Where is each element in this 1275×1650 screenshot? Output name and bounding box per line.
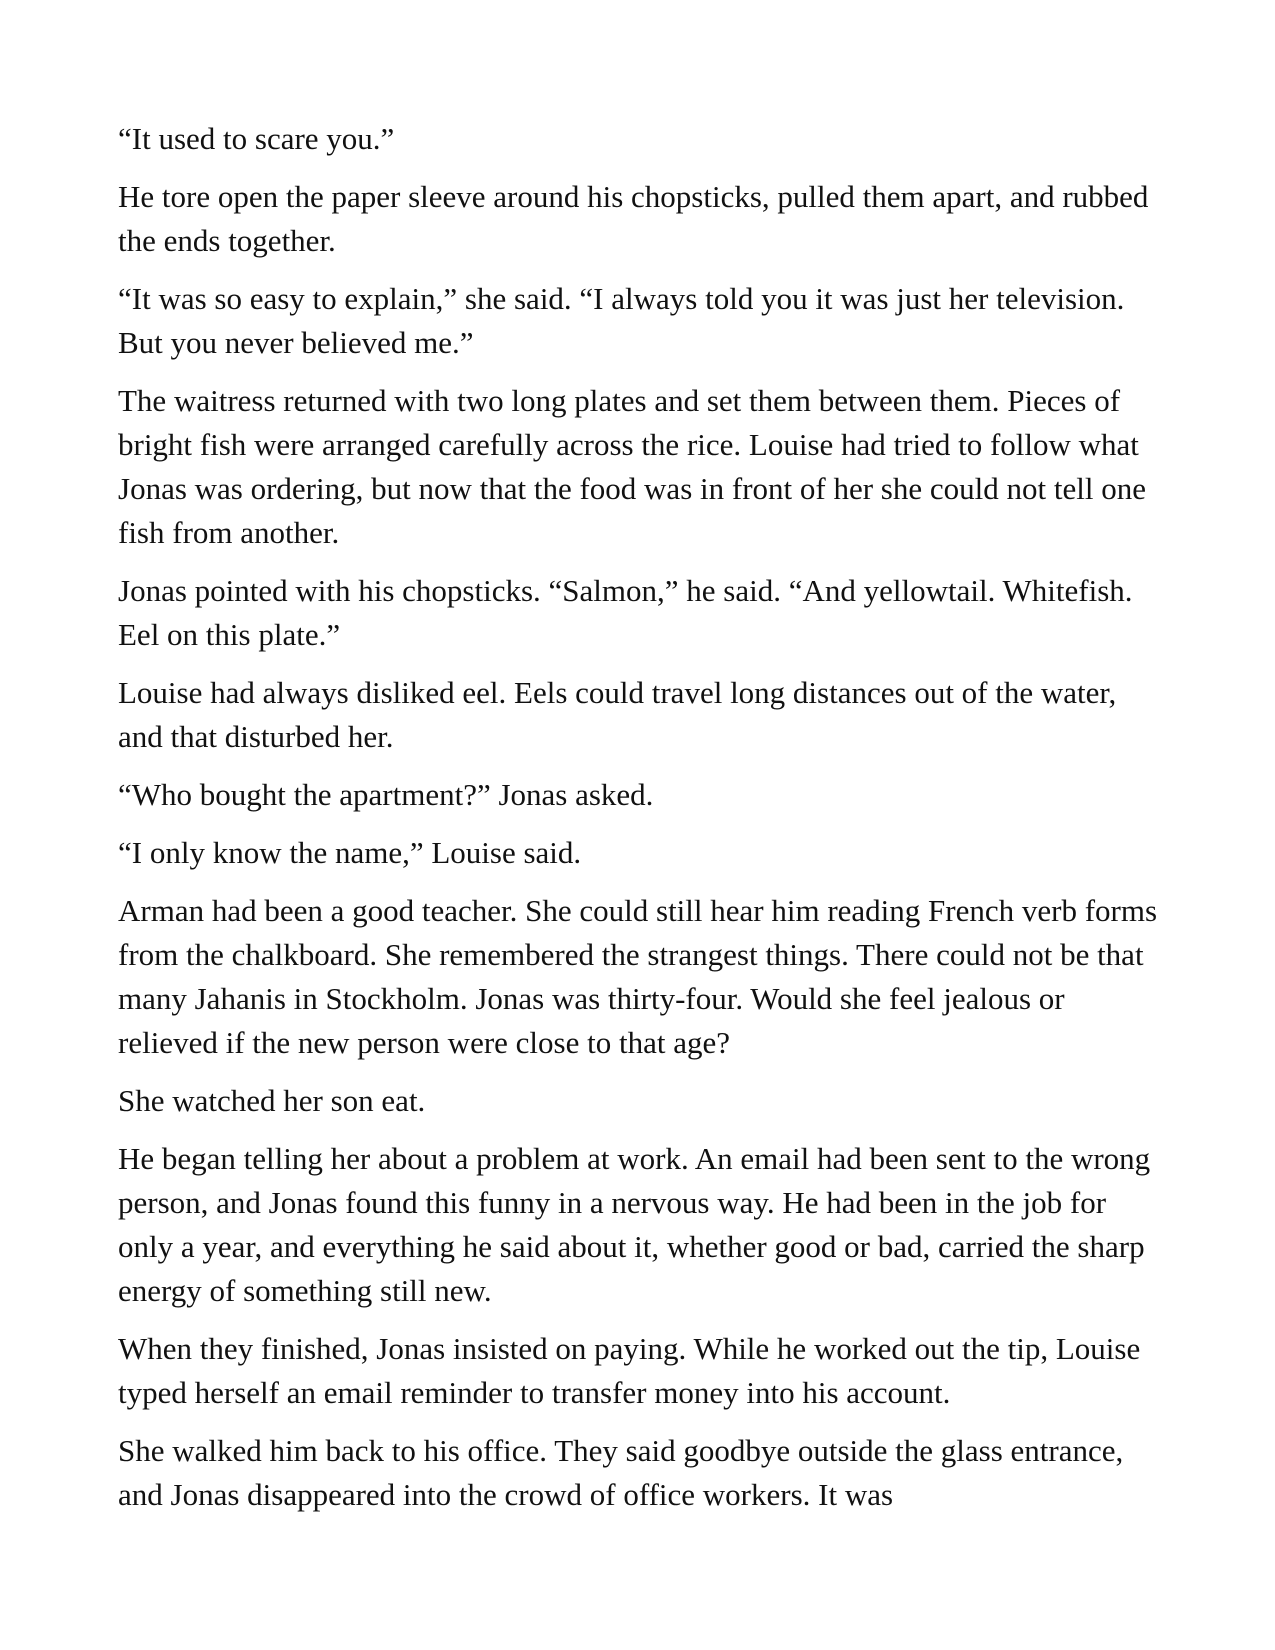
body-text	[118, 117, 1163, 1531]
paragraph: “It used to scare you.”	[118, 121, 395, 156]
paragraph: “It was so easy to explain,” she said. “I always told you it was just her television. But you never believed me.”	[118, 281, 1125, 360]
paragraph: The waitress returned with two long plates and set them between them. Pieces of bright fish were arranged carefully across the rice. Louise had tried to follow what Jonas was ordering, but now that the food was in front of her she could not tell one fish from another.	[118, 383, 1146, 550]
paragraph: “Who bought the apartment?” Jonas asked.	[118, 777, 654, 812]
paragraph: When they finished, Jonas insisted on paying. While he worked out the tip, Louise typed herself an email reminder to transfer money into his account.	[118, 1331, 1141, 1410]
paragraph: Jonas pointed with his chopsticks. “Salmon,” he said. “And yellowtail. Whitefish. Eel on this plate.”	[118, 573, 1133, 652]
paragraph: She watched her son eat.	[118, 1083, 426, 1118]
paragraph: Arman had been a good teacher. She could still hear him reading French verb forms from the chalkboard. She remembered the strangest things. There could not be that many Jahanis in Stockholm. Jonas was thirty-four. Would she feel jealous or relieved if the new person were close to that age?	[118, 893, 1158, 1060]
paragraph: She walked him back to his office. They said goodbye outside the glass entrance, and Jonas disappeared into the crowd of office workers. It was	[118, 1433, 1124, 1512]
paragraph: He began telling her about a problem at work. An email had been sent to the wrong person, and Jonas found this funny in a nervous way. He had been in the job for only a year, and everything he said about it, whether good or bad, carried the sharp energy of something still new.	[118, 1141, 1151, 1308]
paragraph: He tore open the paper sleeve around his chopsticks, pulled them apart, and rubbed the ends together.	[118, 179, 1149, 258]
paragraph: “I only know the name,” Louise said.	[118, 835, 582, 870]
paragraph: Louise had always disliked eel. Eels could travel long distances out of the water, and that disturbed her.	[118, 675, 1117, 754]
